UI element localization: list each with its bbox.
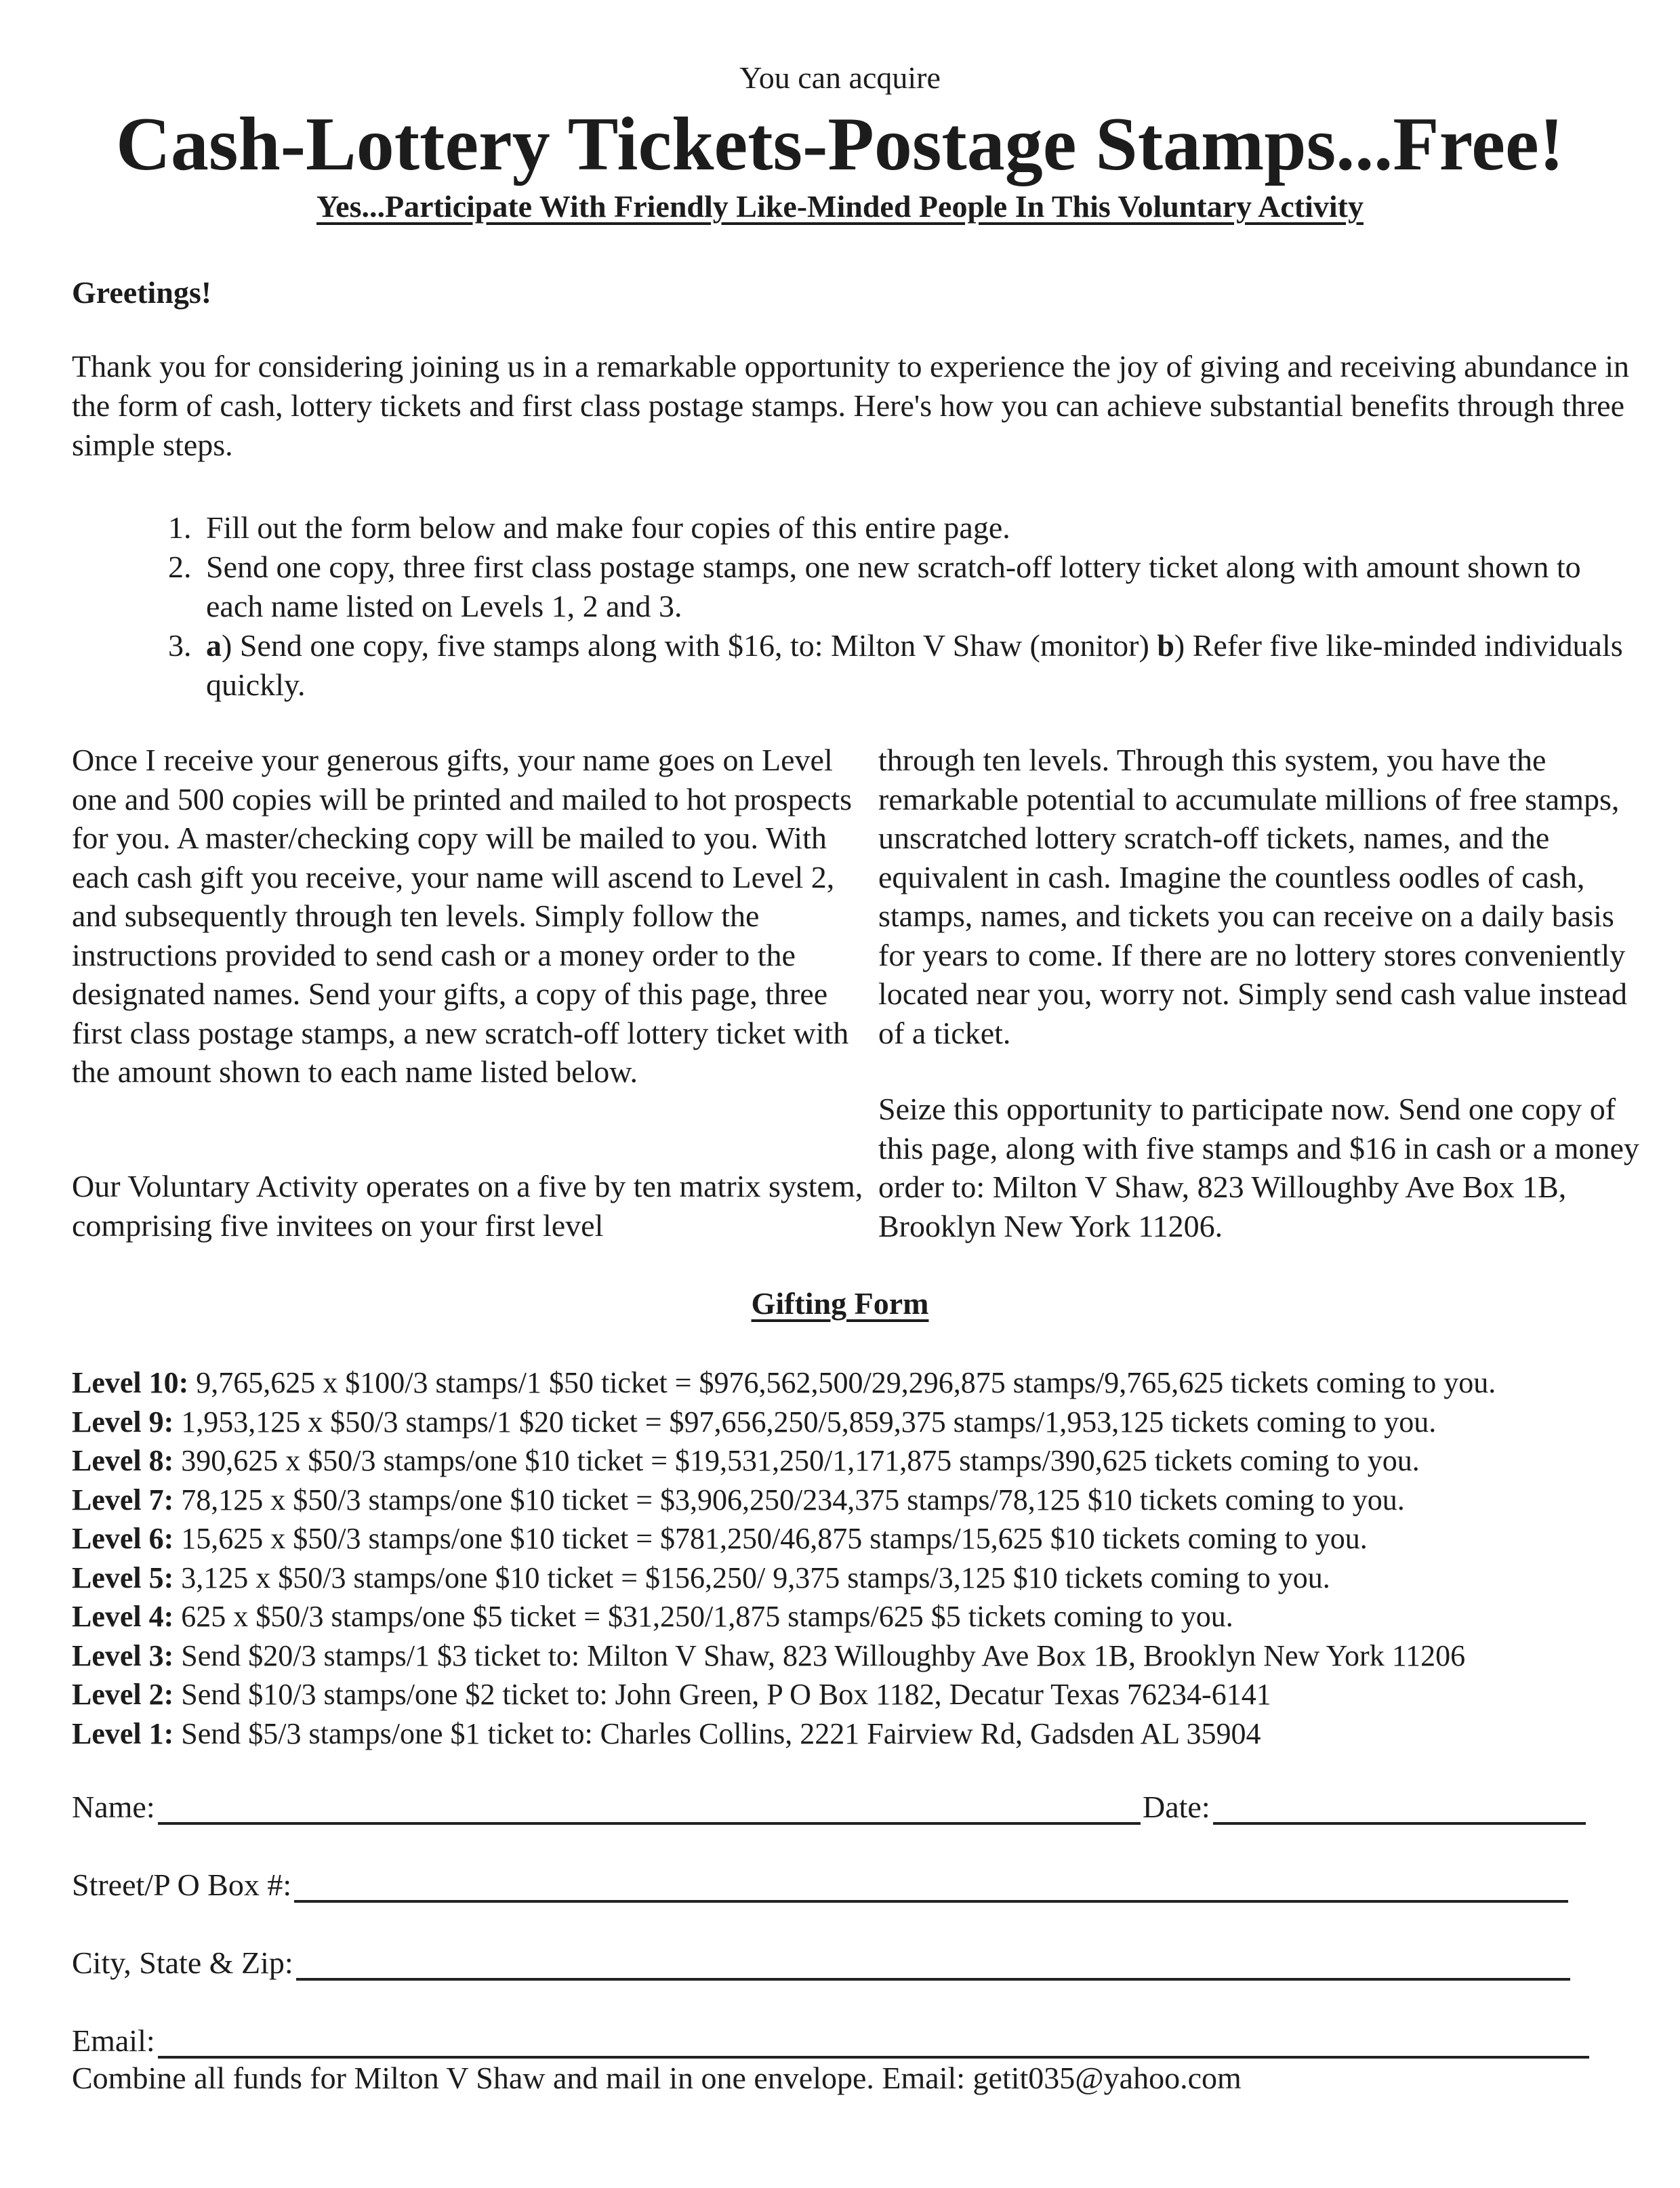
- intro-paragraph: Thank you for considering joining us in a remarkable opportunity to experience the joy of giving and receiving abundance in the form of cash, lottery tickets and first class postage stamps. Here's how you can achieve substantial benefits through three simple steps.: [72, 349, 1630, 462]
- left-column-paragraph-1: Once I receive your generous gifts, your name goes on Level one and 500 copies will be printed and mailed to hot prospects for you. A master/checking copy will be mailed to you. With each cash gift you receive, your name will ascend to Level 2, and subsequently through ten levels. Simply follow the instructions provided to send cash or a money order to the designated names. Send your gifts, a copy of this page, three first class postage stamps, a new scratch-off lottery ticket with the amount shown to each name listed below.: [72, 743, 853, 1089]
- level-text: Send $5/3 stamps/one $1 ticket to: Charles Collins, 2221 Fairview Rd, Gadsden AL 35904: [173, 1716, 1261, 1750]
- step-part-b-text: ) Refer five like-minded individuals quickly.: [206, 628, 1623, 702]
- name-label: Name:: [72, 1790, 155, 1824]
- step-item: [168, 548, 1632, 626]
- level-label: Level 9:: [72, 1405, 174, 1439]
- level-label: Level 6:: [72, 1522, 174, 1555]
- step-number: 1.: [168, 510, 192, 545]
- date-label: Date:: [1143, 1790, 1210, 1824]
- subtitle: [0, 188, 1680, 224]
- city-label: City, State & Zip:: [72, 1945, 293, 1980]
- level-text: 1,953,125 x $50/3 stamps/1 $20 ticket = $97,656,250/5,859,375 stamps/1,953,125 tickets coming to you.: [173, 1405, 1437, 1439]
- level-text: Send $20/3 stamps/1 $3 ticket to: Milton V Shaw, 823 Willoughby Ave Box 1B, Brooklyn New York 11206: [173, 1638, 1466, 1672]
- street-input[interactable]: [294, 1874, 1568, 1903]
- level-text: 625 x $50/3 stamps/one $5 ticket = $31,250/1,875 stamps/625 $5 tickets coming to you.: [173, 1600, 1233, 1633]
- street-field-row: [72, 1867, 1568, 1903]
- level-text: 3,125 x $50/3 stamps/one $10 ticket = $156,250/ 9,375 stamps/3,125 $10 tickets coming to you.: [173, 1561, 1330, 1594]
- level-text: 15,625 x $50/3 stamps/one $10 ticket = $781,250/46,875 stamps/15,625 $10 tickets coming to you.: [173, 1522, 1368, 1555]
- level-label: Level 4:: [72, 1600, 174, 1633]
- level-row: [72, 1363, 1671, 1403]
- city-field-row: [72, 1945, 1570, 1981]
- level-row: [72, 1519, 1671, 1559]
- level-row: [72, 1481, 1671, 1520]
- level-label: Level 5:: [72, 1561, 174, 1594]
- name-field-row: [72, 1789, 1141, 1825]
- step-number: 2.: [168, 550, 192, 584]
- page-title: Cash-Lottery Tickets-Postage Stamps...Free!: [115, 102, 1565, 186]
- level-row: [72, 1636, 1671, 1676]
- level-label: Level 7:: [72, 1483, 174, 1516]
- level-row: [72, 1403, 1671, 1442]
- right-column-paragraph-2: Seize this opportunity to participate now. Send one copy of this page, along with five stamps and $16 in cash or a money order to: Milton V Shaw, 823 Willoughby Ave Box 1B, Brooklyn New York 11206.: [878, 1092, 1639, 1243]
- email-label: Email:: [72, 2023, 155, 2058]
- step-part-b-label: b: [1157, 628, 1174, 663]
- level-label: Level 3:: [72, 1638, 174, 1672]
- gifting-form-title: [0, 1285, 1680, 1321]
- date-field-row: [1143, 1789, 1586, 1825]
- steps-list: [168, 508, 1632, 705]
- level-row: [72, 1597, 1671, 1636]
- level-row: [72, 1675, 1671, 1714]
- level-label: Level 8:: [72, 1444, 174, 1477]
- level-label: Level 10:: [72, 1366, 189, 1399]
- level-text: 9,765,625 x $100/3 stamps/1 $50 ticket = $976,562,500/29,296,875 stamps/9,765,625 tickets coming to you.: [188, 1366, 1496, 1399]
- level-text: 78,125 x $50/3 stamps/one $10 ticket = $3,906,250/234,375 stamps/78,125 $10 tickets coming to you.: [173, 1483, 1405, 1516]
- levels-list: [72, 1363, 1671, 1753]
- level-label: Level 2:: [72, 1678, 174, 1711]
- right-column-paragraph-1: through ten levels. Through this system, you have the remarkable potential to accumulate millions of free stamps, unscratched lottery scratch-off tickets, names, and the equivalent in cash. Imagine the countless oodles of cash, stamps, names, and tickets you can receive on a daily basis for years to come. If there are no lottery stores conveniently located near you, worry not. Simply send cash value instead of a ticket.: [878, 743, 1627, 1050]
- level-row: [72, 1559, 1671, 1598]
- email-input[interactable]: [158, 2030, 1589, 2059]
- street-label: Street/P O Box #:: [72, 1867, 292, 1902]
- city-input[interactable]: [296, 1952, 1570, 1981]
- step-item: [168, 626, 1632, 705]
- level-label: Level 1:: [72, 1716, 174, 1750]
- level-row: [72, 1714, 1671, 1754]
- name-input[interactable]: [158, 1796, 1141, 1825]
- greeting: Greetings!: [72, 275, 212, 310]
- subtitle-text: Yes...Participate With Friendly Like-Minded People In This Voluntary Activity: [316, 189, 1364, 224]
- email-field-row: [72, 2023, 1589, 2059]
- step-part-a-label: a: [206, 628, 222, 663]
- step-text: Send one copy, three first class postage stamps, one new scratch-off lottery ticket along with amount shown to each name listed on Levels 1, 2 and 3.: [206, 550, 1581, 623]
- left-column-paragraph-2: Our Voluntary Activity operates on a five by ten matrix system, comprising five invitees on your first level: [72, 1169, 863, 1243]
- level-text: Send $10/3 stamps/one $2 ticket to: John Green, P O Box 1182, Decatur Texas 76234-6141: [173, 1678, 1271, 1711]
- kicker-text: You can acquire: [739, 60, 941, 95]
- date-input[interactable]: [1213, 1796, 1586, 1825]
- level-row: [72, 1441, 1671, 1481]
- gifting-form-title-text: Gifting Form: [751, 1286, 929, 1321]
- footer-note: Combine all funds for Milton V Shaw and mail in one envelope. Email: getit035@yahoo.com: [72, 2061, 1242, 2095]
- step-item: [168, 508, 1632, 548]
- level-text: 390,625 x $50/3 stamps/one $10 ticket = $19,531,250/1,171,875 stamps/390,625 tickets coming to you.: [173, 1444, 1420, 1477]
- step-number: 3.: [168, 628, 192, 663]
- step-part-a-text: ) Send one copy, five stamps along with $16, to: Milton V Shaw (monitor): [222, 628, 1157, 663]
- step-text: Fill out the form below and make four copies of this entire page.: [206, 510, 1010, 545]
